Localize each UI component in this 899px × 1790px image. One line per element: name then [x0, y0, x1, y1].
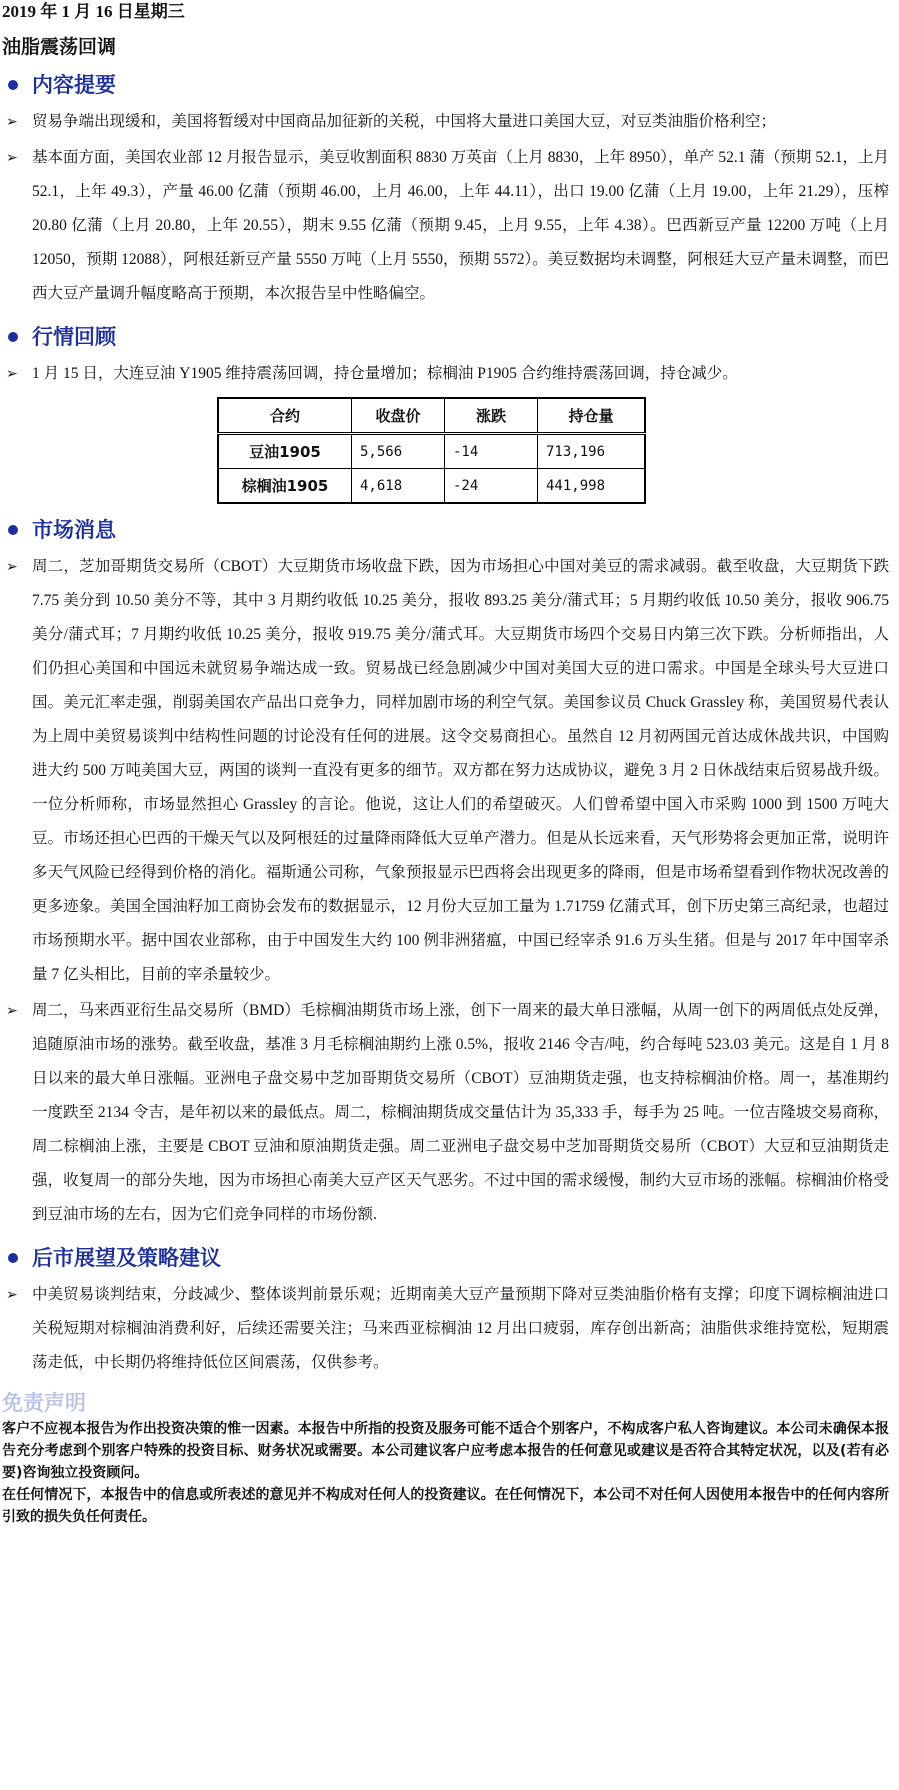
- report-date: 2019 年 1 月 16 日星期三: [2, 2, 185, 21]
- cell-close: 5,566: [352, 434, 445, 469]
- section-title: 内容提要: [32, 73, 116, 97]
- arrow-bullet-icon: ➢: [6, 559, 18, 575]
- section-outlook-heading: [2, 1244, 889, 1272]
- table-row: [218, 434, 645, 469]
- section-summary-heading: [2, 71, 889, 99]
- cell-oi: 713,196: [538, 434, 646, 469]
- list-item: [2, 994, 889, 1232]
- dot-icon: [8, 1253, 18, 1263]
- list-item: [2, 1278, 889, 1380]
- cell-contract: 棕榈油1905: [218, 469, 352, 504]
- disclaimer-paragraph: 客户不应视本报告为作出投资决策的惟一因素。本报告中所指的投资及服务可能不适合个别客户，不构成客户私人咨询建议。本公司未确保本报告充分考虑到个别客户特殊的投资目标、财务状况或需要。本公司建议客户应考虑本报告的任何意见或建议是否符合其特定状况，以及(若有必要)咨询独立投资顾问。: [2, 1421, 889, 1481]
- col-header: 涨跌: [445, 398, 538, 434]
- list-item: [2, 357, 889, 391]
- arrow-bullet-icon: ➢: [6, 1287, 18, 1303]
- list-item: [2, 550, 889, 992]
- disclaimer-body: [2, 1418, 889, 1528]
- item-text: 周二，芝加哥期货交易所（CBOT）大豆期货市场收盘下跌，因为市场担心中国对美豆的需求减弱。截至收盘，大豆期货下跌 7.75 美分到 10.50 美分不等，其中 3 月期约收低 10.25 美分，报收 893.25 美分/蒲式耳；5 月期约收低 10.50 美分，报收 906.75 美分/蒲式耳；7 月期约收低 10.25 美分，报收 919.75 美分/蒲式耳。大豆期货市场四个交易日内第三次下跌。分析师指出，人们仍担心美国和中国远未就贸易争端达成一致。贸易战已经急剧减少中国对美国大豆的进口需求。中国是全球头号大豆进口国。美元汇率走强，削弱美国农产品出口竞争力，同样加剧市场的利空气氛。美国参议员 Chuck Grassley 称，美国贸易代表认为上周中美贸易谈判中结构性问题的讨论没有任何的进展。这令交易商担心。虽然自 12 月初两国元首达成休战共识，中国购进大约 500 万吨美国大豆，两国的谈判一直没有更多的细节。双方都在努力达成协议，避免 3 月 2 日休战结束后贸易战升级。一位分析师称，市场显然担心 Grassley 的言论。他说，这让人们的希望破灭。人们曾希望中国入市采购 1000 到 1500 万吨大豆。市场还担心巴西的干燥天气以及阿根廷的过量降雨降低大豆单产潜力。但是从长远来看，天气形势将会更加正常，说明许多天气风险已经得到价格的消化。福斯通公司称，气象预报显示巴西将会出现更多的降雨，但是市场希望看到作物状况改善的更多迹象。美国全国油籽加工商协会发布的数据显示，12 月份大豆加工量为 1.71759 亿蒲式耳，创下历史第三高纪录，也超过市场预期水平。据中国农业部称，由于中国发生大约 100 例非洲猪瘟，中国已经宰杀 91.6 万头生猪。但是与 2017 年中国宰杀量 7 亿头相比，目前的宰杀量较少。: [32, 558, 889, 983]
- cell-oi: 441,998: [538, 469, 646, 504]
- arrow-bullet-icon: ➢: [6, 150, 18, 166]
- section-title: 后市展望及策略建议: [32, 1246, 221, 1270]
- cell-change: -24: [445, 469, 538, 504]
- list-item: [2, 141, 889, 311]
- arrow-bullet-icon: ➢: [6, 366, 18, 382]
- item-text: 基本面方面，美国农业部 12 月报告显示，美豆收割面积 8830 万英亩（上月 8830，上年 8950），单产 52.1 蒲（预期 52.1，上月 52.1，上年 49.3），产量 46.00 亿蒲（预期 46.00，上月 46.00，上年 44.11），出口 19.00 亿蒲（上月 19.00，上年 21.29），压榨 20.80 亿蒲（上月 20.80，上年 20.55），期末 9.55 亿蒲（预期 9.45，上月 9.55，上年 4.38）。巴西新豆产量 12200 万吨（上月 12050，预期 12088），阿根廷新豆产量 5550 万吨（上月 5550，预期 5572）。美豆数据均未调整，阿根廷大豆产量未调整，而巴西大豆产量调升幅度略高于预期，本次报告呈中性略偏空。: [32, 149, 889, 302]
- section-news-heading: [2, 516, 889, 544]
- table-row: [218, 469, 645, 504]
- disclaimer-title: 免责声明: [2, 1391, 86, 1415]
- dot-icon: [8, 525, 18, 535]
- section-title: 行情回顾: [32, 325, 116, 349]
- cell-contract: 豆油1905: [218, 434, 352, 469]
- dot-icon: [8, 80, 18, 90]
- col-header: 持仓量: [538, 398, 646, 434]
- table-header-row: [218, 398, 645, 434]
- col-header: 合约: [218, 398, 352, 434]
- cell-change: -14: [445, 434, 538, 469]
- arrow-bullet-icon: ➢: [6, 114, 18, 130]
- item-text: 贸易争端出现缓和，美国将暂缓对中国商品加征新的关税，中国将大量进口美国大豆，对豆类油脂价格利空；: [32, 113, 777, 130]
- list-item: [2, 105, 889, 139]
- item-text: 1 月 15 日，大连豆油 Y1905 维持震荡回调，持仓量增加；棕榈油 P1905 合约维持震荡回调，持仓减少。: [32, 365, 738, 382]
- section-review-heading: [2, 323, 889, 351]
- item-text: 周二，马来西亚衍生品交易所（BMD）毛棕榈油期货市场上涨，创下一周来的最大单日涨幅，从周一创下的两周低点处反弹，追随原油市场的涨势。截至收盘，基准 3 月毛棕榈油期约上涨 0.5%，报收 2146 令吉/吨，约合每吨 523.03 美元。这是自 1 月 8 日以来的最大单日涨幅。亚洲电子盘交易中芝加哥期货交易所（CBOT）豆油期货走强，也支持棕榈油价格。周一，基准期约一度跌至 2134 令吉，是年初以来的最低点。周二，棕榈油期货成交量估计为 35,333 手，每手为 25 吨。一位吉隆坡交易商称，周二棕榈油上涨，主要是 CBOT 豆油和原油期货走强。周二亚洲电子盘交易中芝加哥期货交易所（CBOT）大豆和豆油期货走强，收复周一的部分失地，因为市场担心南美大豆产区天气恶劣。不过中国的需求缓慢，制约大豆市场的涨幅。棕榈油价格受到豆油市场的左右，因为它们竞争同样的市场份额.: [32, 1002, 889, 1223]
- arrow-bullet-icon: ➢: [6, 1003, 18, 1019]
- report-title: 油脂震荡回调: [2, 36, 117, 58]
- quote-table: [217, 397, 646, 504]
- item-text: 中美贸易谈判结束，分歧减少、整体谈判前景乐观；近期南美大豆产量预期下降对豆类油脂价格有支撑；印度下调棕榈油进口关税短期对棕榈油消费利好，后续还需要关注；马来西亚棕榈油 12 月出口疲弱，库存创出新高；油脂供求维持宽松，短期震荡走低，中长期仍将维持低位区间震荡，仅供参考。: [32, 1286, 889, 1371]
- disclaimer-paragraph: 在任何情况下，本报告中的信息或所表述的意见并不构成对任何人的投资建议。在任何情况下，本公司不对任何人因使用本报告中的任何内容所引致的损失负任何责任。: [2, 1487, 889, 1525]
- section-title: 市场消息: [32, 518, 116, 542]
- col-header: 收盘价: [352, 398, 445, 434]
- cell-close: 4,618: [352, 469, 445, 504]
- dot-icon: [8, 332, 18, 342]
